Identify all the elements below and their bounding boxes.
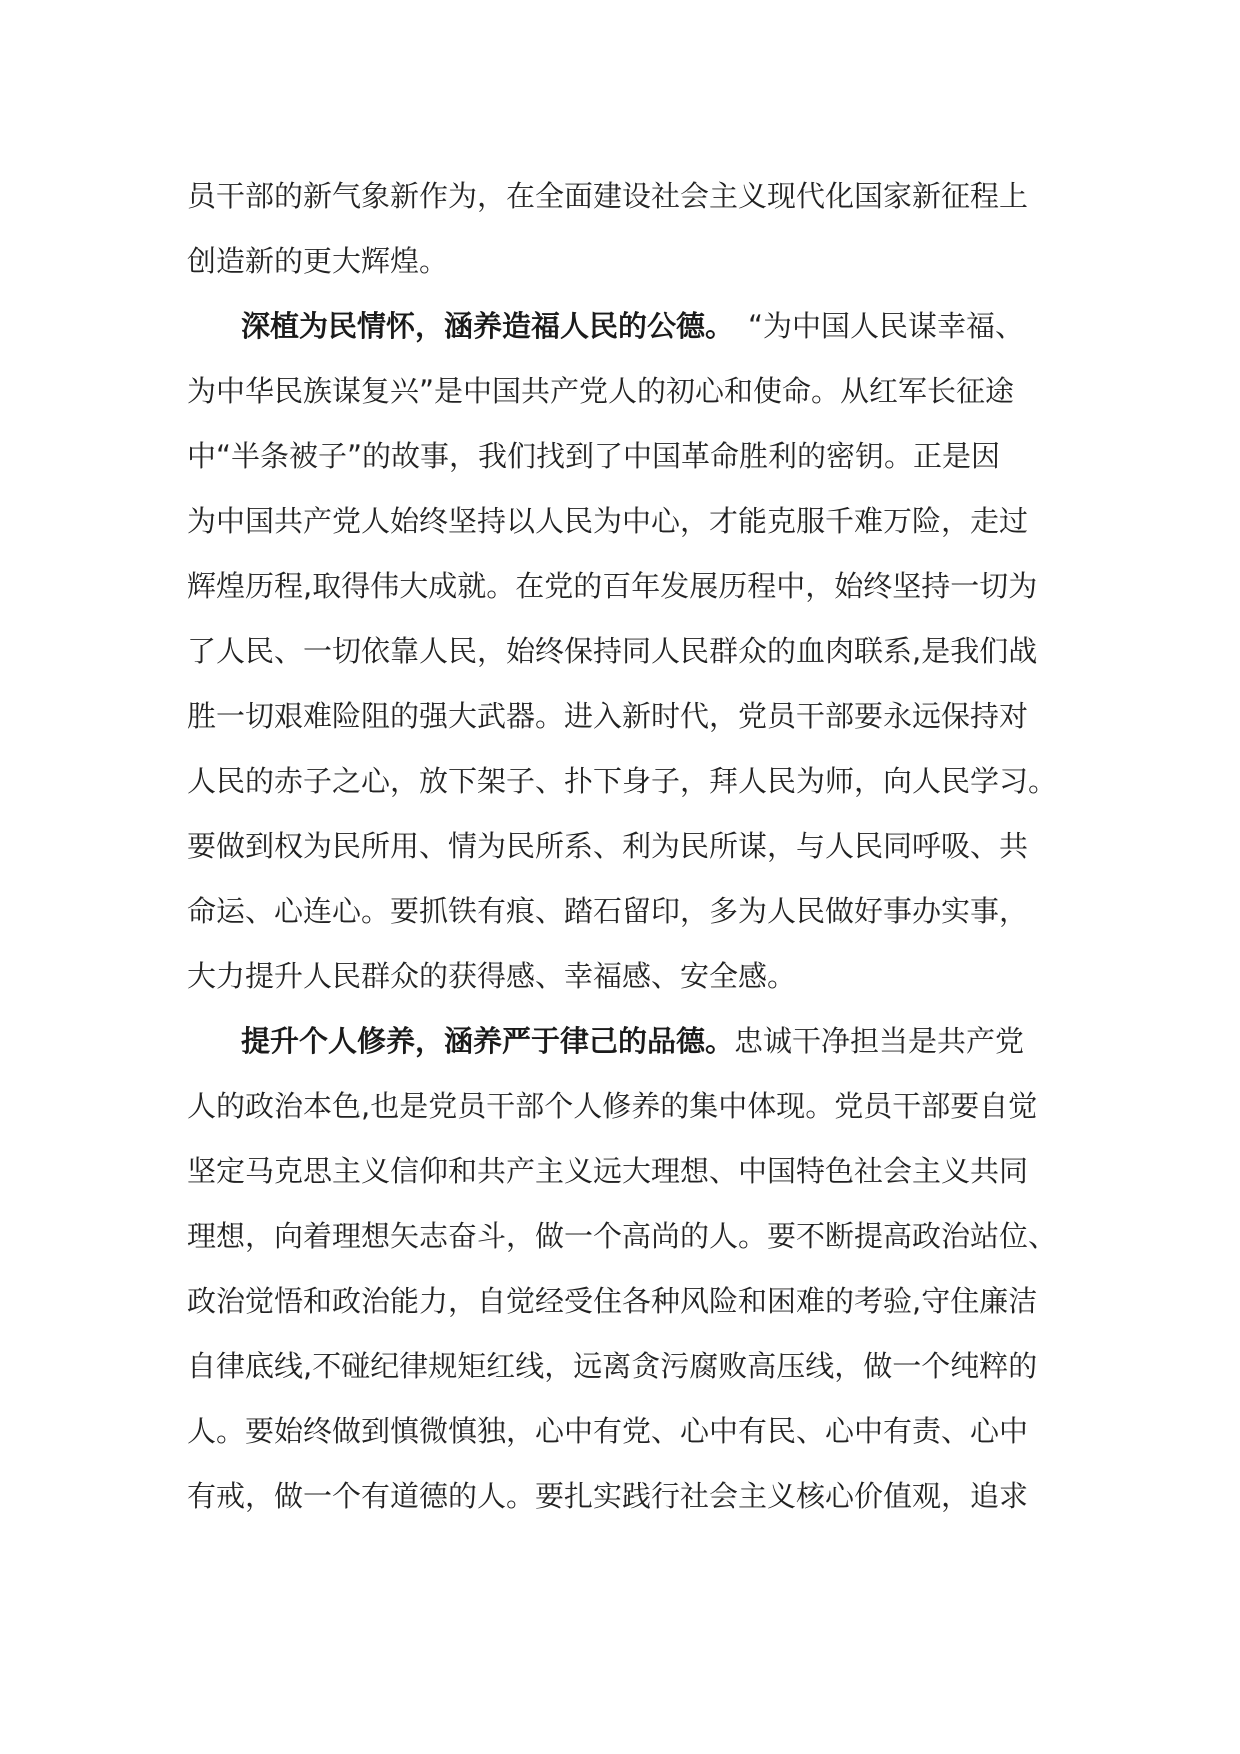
text-line: 坚定马克思主义信仰和共产主义远大理想、中国特色社会主义共同 xyxy=(187,1154,1029,1188)
paragraph-1 xyxy=(187,164,1067,294)
paragraph-first-line xyxy=(187,294,1067,359)
paragraph-first-line xyxy=(187,1009,1067,1074)
text-line: 大力提升人民群众的获得感、幸福感、安全感。 xyxy=(187,959,797,993)
text-line: 人的政治本色,也是党员干部个人修养的集中体现。党员干部要自觉 xyxy=(187,1089,1038,1123)
text-line: 政治觉悟和政治能力，自觉经受住各种风险和困难的考验,守住廉洁 xyxy=(187,1284,1038,1318)
first-line-text: “为中国人民谋幸福、 xyxy=(748,309,1025,343)
text-line: 理想，向着理想矢志奋斗，做一个高尚的人。要不断提高政治站位、 xyxy=(187,1219,1058,1253)
text-line: 命运、心连心。要抓铁有痕、踏石留印，多为人民做好事办实事， xyxy=(187,894,1029,928)
text-line: 创造新的更大辉煌。 xyxy=(187,244,449,278)
text-line: 自律底线,不碰纪律规矩红线，远离贪污腐败高压线，做一个纯粹的 xyxy=(187,1349,1038,1383)
text-line: 人。要始终做到慎微慎独，心中有党、心中有民、心中有责、心中 xyxy=(187,1414,1029,1448)
paragraph-heading: 提升个人修养，涵养严于律己的品德。 xyxy=(241,1024,735,1058)
text-line: 胜一切艰难险阻的强大武器。进入新时代，党员干部要永远保持对 xyxy=(187,699,1029,733)
text-line: 中“半条被子”的故事，我们找到了中国革命胜利的密钥。正是因 xyxy=(187,439,1001,473)
text-line: 为中华民族谋复兴”是中国共产党人的初心和使命。从红军长征途 xyxy=(187,374,1015,408)
text-line: 了人民、一切依靠人民，始终保持同人民群众的血肉联系,是我们战 xyxy=(187,634,1038,668)
text-line: 辉煌历程,取得伟大成就。在党的百年发展历程中，始终坚持一切为 xyxy=(187,569,1038,603)
text-line: 为中国共产党人始终坚持以人民为中心，才能克服千难万险，走过 xyxy=(187,504,1029,538)
text-line: 要做到权为民所用、情为民所系、利为民所谋，与人民同呼吸、共 xyxy=(187,829,1029,863)
paragraph-3 xyxy=(187,1009,1067,1529)
first-line-text: 忠诚干净担当是共产党 xyxy=(734,1024,1025,1058)
paragraph-2 xyxy=(187,294,1067,1009)
text-line: 有戒，做一个有道德的人。要扎实践行社会主义核心价值观，追求 xyxy=(187,1479,1029,1513)
text-line: 人民的赤子之心，放下架子、扑下身子，拜人民为师，向人民学习。 xyxy=(187,764,1058,798)
paragraph-heading: 深植为民情怀，涵养造福人民的公德。 xyxy=(241,309,735,343)
text-line: 员干部的新气象新作为，在全面建设社会主义现代化国家新征程上 xyxy=(187,179,1029,213)
document-body xyxy=(187,164,1067,1529)
